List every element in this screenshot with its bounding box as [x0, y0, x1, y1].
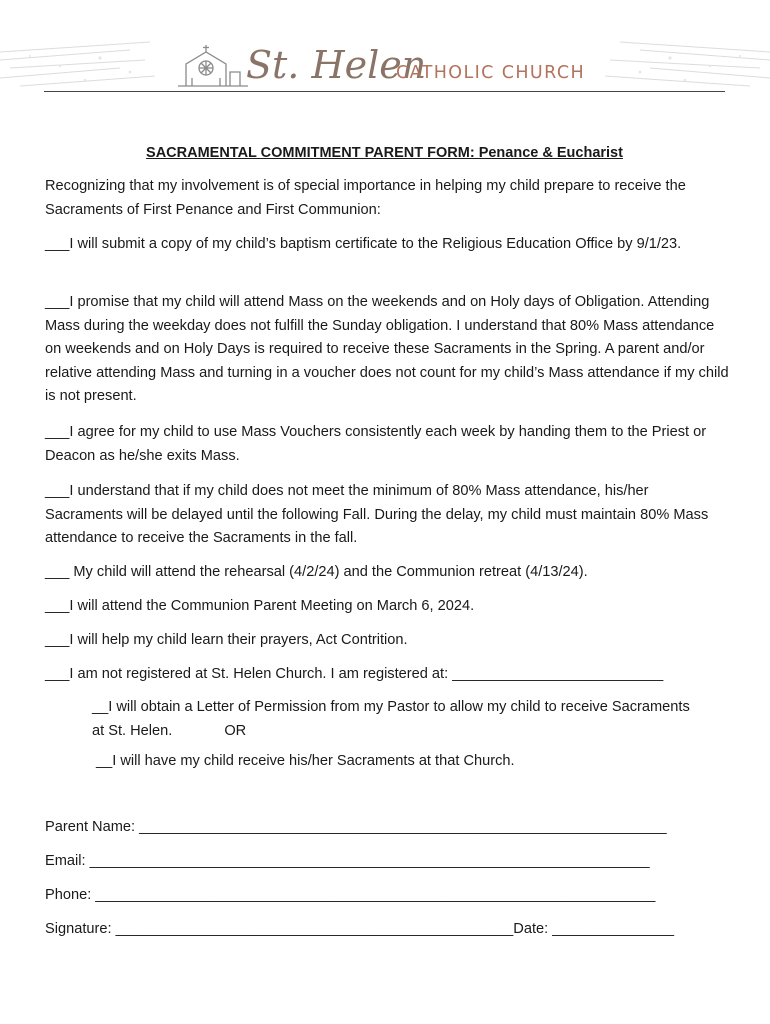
sub-item-letter-of-permission: __I will obtain a Letter of Permission from my Pastor to allow my child to receive Sacraments at St. Helen. OR: [92, 696, 692, 743]
header-divider: [44, 91, 725, 92]
item-prayers: ___I will help my child learn their prayers, Act Contrition.: [45, 632, 408, 648]
sub-item-receive-at-church: __I will have my child receive his/her Sacraments at that Church.: [96, 753, 515, 769]
or-label: OR: [224, 722, 247, 739]
item-baptism-certificate: ___I will submit a copy of my child’s baptism certificate to the Religious Education Office by 9/1/23.: [45, 236, 682, 252]
item-mass-vouchers: ___I agree for my child to use Mass Vouchers consistently each week by handing them to the Priest or Deacon as he/she exits Mass.: [45, 424, 707, 464]
letterhead: [0, 0, 770, 100]
logo-caps-name: CATHOLIC CHURCH: [396, 63, 586, 83]
phone-field[interactable]: Phone: _____________________________________________________________________: [45, 887, 656, 903]
item-parent-meeting: ___I will attend the Communion Parent Meeting on March 6, 2024.: [45, 598, 475, 614]
intro-paragraph: Recognizing that my involvement is of special importance in helping my child prepare to receive the Sacraments of First Penance and First Communion:: [45, 178, 686, 218]
church-icon: [178, 44, 248, 88]
email-field[interactable]: Email: _____________________________________________________________________: [45, 853, 650, 869]
sparkle-decoration-left: [0, 38, 160, 90]
signature-date-field[interactable]: Signature: _________________________________________________Date: _______________: [45, 921, 674, 937]
logo-script-name: St. Helen: [246, 43, 427, 87]
item-not-registered: ___I am not registered at St. Helen Church. I am registered at: __________________________: [45, 666, 664, 682]
item-mass-attendance: ___I promise that my child will attend Mass on the weekends and on Holy days of Obligation. Attending Mass during the weekday does not fulfill the Sunday obligation. I understand that 80% Mass attendance on weekends and on Holy Days is required to receive these Sacraments in the Spring. A parent and/or relative attending Mass and turning in a voucher does not count for my child’s Mass attendance if my child is not present.: [45, 294, 729, 404]
parent-name-field[interactable]: Parent Name: _________________________________________________________________: [45, 819, 667, 835]
form-title: SACRAMENTAL COMMITMENT PARENT FORM: Penance & Eucharist: [146, 145, 623, 161]
item-rehearsal-retreat: ___ My child will attend the rehearsal (4/2/24) and the Communion retreat (4/13/24).: [45, 564, 588, 580]
sparkle-decoration-right: [600, 38, 770, 90]
item-minimum-attendance: ___I understand that if my child does not meet the minimum of 80% Mass attendance, his/her Sacraments will be delayed until the following Fall. During the delay, my child must maintain 80% Mass attendance to receive the Sacraments in the fall.: [45, 483, 709, 546]
